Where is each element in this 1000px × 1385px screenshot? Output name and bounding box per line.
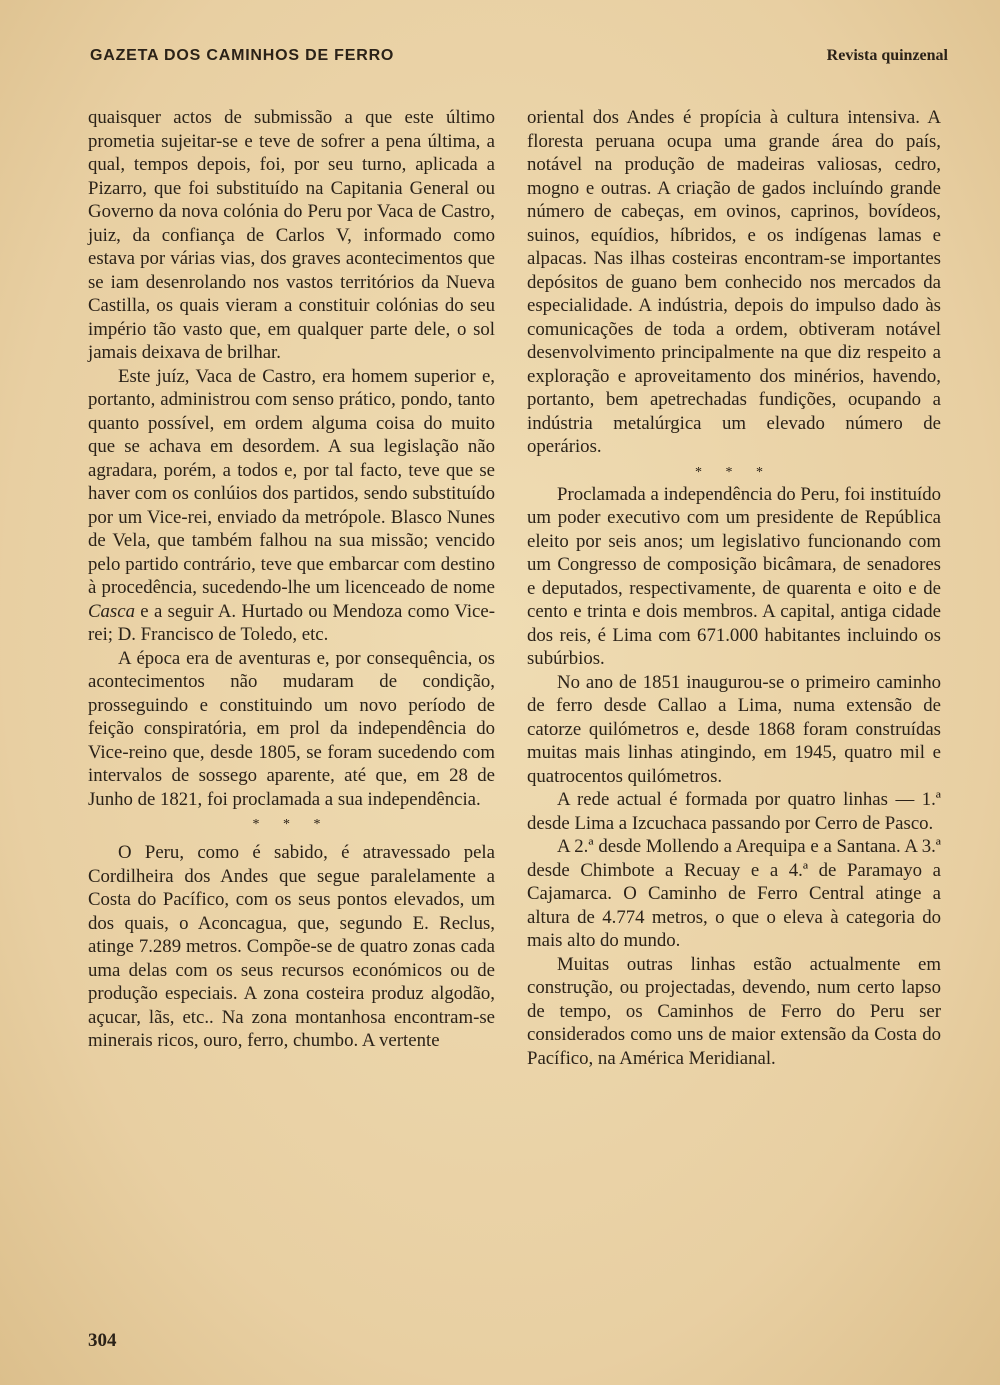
- paragraph: quaisquer actos de submissão a que este último prometia sujeitar-se e teve de sofrer a pena última, a qual, tempos depois, foi, por seu turno, aplicada a Pizarro, que foi substituído na Capitania General ou Governo da nova colónia do Peru por Vaca de Castro, juiz, da confiança de Carlos V, informado como estava por várias vias, dos graves acontecimentos que se iam desenrolando nos vastos territórios da Nueva Castilla, os quais vieram a constituir colónias do seu império tão vasto que, em qualquer parte dele, o sol jamais deixava de brilhar.: [88, 107, 495, 363]
- paragraph: [88, 365, 495, 647]
- section-separator: * * *: [695, 464, 773, 480]
- paragraph: Muitas outras linhas estão actualmente em construção, ou projectadas, devendo, num certo lapso de tempo, os Caminhos de Ferro do Peru ser considerados como uns de maior extensão da Costa do Pacífico, na América Meridianal.: [527, 953, 941, 1069]
- paragraph-text: e a seguir A. Hurtado ou Mendoza como Vice-rei; D. Francisco de Toledo, etc.: [88, 600, 495, 645]
- paragraph-text: Este juíz, Vaca de Castro, era homem superior e, portanto, administrou com senso prático, pondo, tanto quanto possível, em ordem alguma coisa do muito que se achava em desordem. A sua legislação não agradara, porém, a todos e, por tal facto, teve que se haver com os conlúios dos partidos, sendo substituído por um Vice-rei, enviado da metrópole. Blasco Nunes de Vela, que também falhou na sua missão; vencido pelo partido contrário, teve que embarcar com destino à procedência, sucedendo-lhe um licenceado de nome: [88, 365, 495, 598]
- paragraph: A rede actual é formada por quatro linhas — 1.ª desde Lima a Izcuchaca passando por Cerro de Pasco.: [527, 789, 941, 834]
- paragraph: Proclamada a independência do Peru, foi instituído um poder executivo com um presidente de República eleito por seis anos; um legislativo funcionando com um Congresso de composição bicâmara, de senadores e deputados, respectivamente, de quarenta e oito e de cento e trinta e dois membros. A capital, antiga cidade dos reis, é Lima com 671.000 habitantes incluindo os subúrbios.: [527, 483, 941, 669]
- section-separator: * * *: [252, 817, 331, 832]
- paragraph: A 2.ª desde Mollendo a Arequipa e a Santana. A 3.ª desde Chimbote a Recuay e a 4.ª de Paramayo a Cajamarca. O Caminho de Ferro Central atinge a altura de 4.774 metros, o que o eleva à categoria do mais alto do mundo.: [527, 836, 941, 951]
- italic-name: Casca: [88, 600, 135, 622]
- paragraph: A época era de aventuras e, por consequência, os acontecimentos não mudaram de condição, prosseguindo e constituindo um novo período de feição conspiratória, em prol da independência do Vice-reino que, desde 1805, se foram sucedendo com intervalos de sossego aparente, até que, em 28 de Junho de 1821, foi proclamada a sua independência.: [88, 647, 495, 810]
- left-column: [88, 106, 495, 1053]
- paragraph: oriental dos Andes é propícia à cultura intensiva. A floresta peruana ocupa uma grande área do país, notável na produção de madeiras valiosas, cedro, mogno e outras. A criação de gados incluíndo grande número de cabeças, em ovinos, caprinos, bovídeos, suinos, equídios, híbridos, e os indígenas lamas e alpacas. Nas ilhas costeiras encontram-se importantes depósitos de guano bem conhecido nos mercados da especialidade. A indústria, depois do impulso dado às comunicações de toda a ordem, obtiveram notável desenvolvimento principalmente na que diz respeito a exploração e aproveitamento dos minérios, havendo, portanto, bem apetrechadas fundições, ocupando a indústria metalúrgica um elevado número de operários.: [527, 107, 941, 457]
- page-number: 304: [88, 1330, 117, 1351]
- paragraph: O Peru, como é sabido, é atravessado pela Cordilheira dos Andes que segue paralelamente a Costa do Pacífico, com os seus pontos elevados, um dos quais, o Aconcagua, que, segundo E. Reclus, atinge 7.289 metros. Compõe-se de quatro zonas cada uma delas com os seus recursos económicos ou de produção especiais. A zona costeira produz algodão, açucar, lãs, etc.. Na zona montanhosa encontram-se minerais ricos, ouro, ferro, chumbo. A vertente: [88, 842, 495, 1051]
- paragraph: No ano de 1851 inaugurou-se o primeiro caminho de ferro desde Callao a Lima, numa extensão de catorze quilómetros e, desde 1868 foram construídas muitas mais linhas atingindo, em 1945, quatro mil e quatrocentos quilómetros.: [527, 671, 941, 787]
- publication-subtitle: Revista quinzenal: [826, 47, 948, 64]
- running-header: [90, 47, 948, 71]
- right-column: [527, 106, 941, 1070]
- publication-title: GAZETA DOS CAMINHOS DE FERRO: [90, 47, 395, 64]
